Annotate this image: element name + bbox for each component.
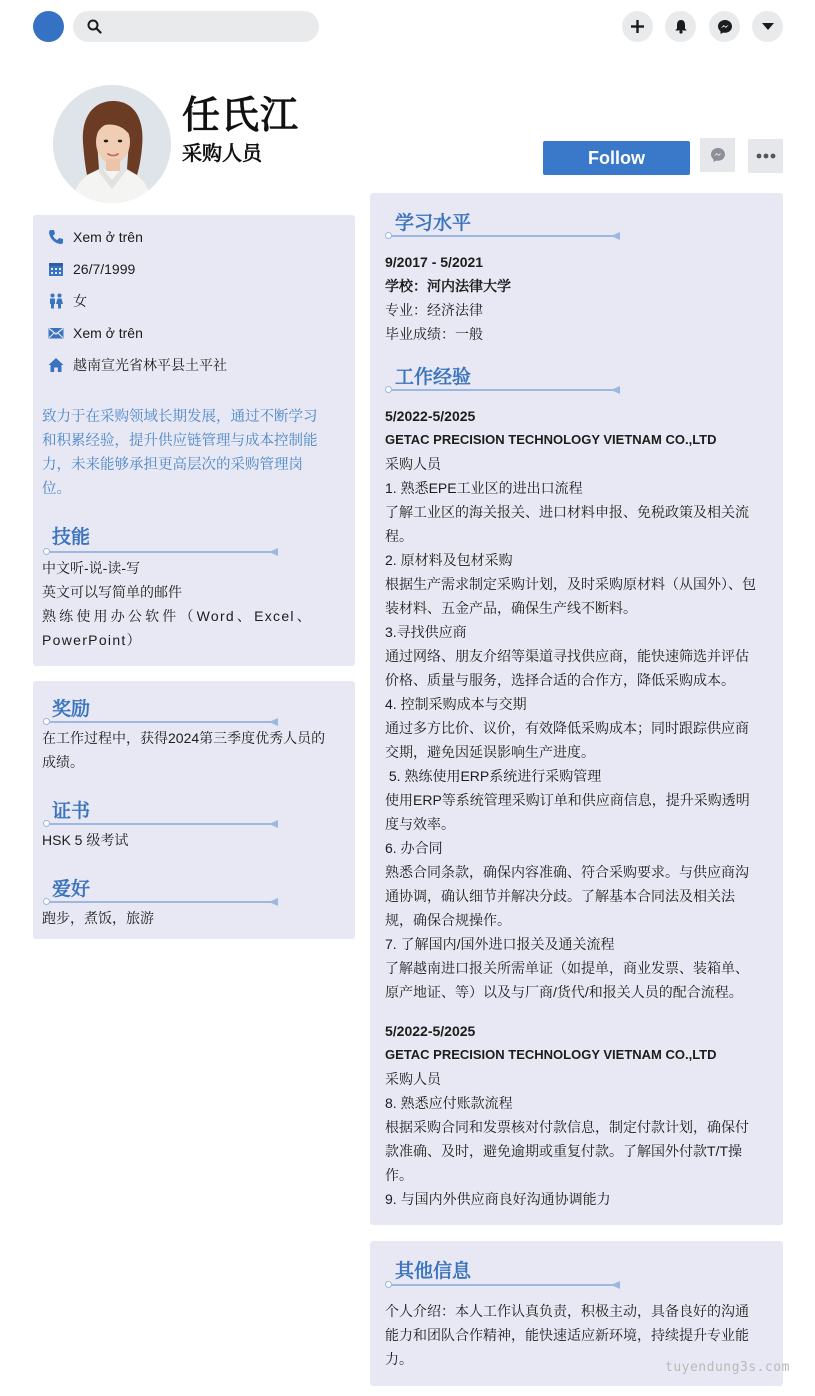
account-menu-button[interactable] xyxy=(752,11,783,42)
awards-text: 在工作过程中，获得2024第三季度优秀人员的成绩。 xyxy=(42,730,326,770)
duty-heading: 8. 熟悉应付账款流程 xyxy=(385,1095,513,1111)
duty-description: 通过多方比价、议价，有效降低采购成本；同时跟踪供应商交期，避免因延误影响生产进度。 xyxy=(385,720,749,760)
plus-icon xyxy=(631,20,644,33)
contact-birthday-row xyxy=(47,259,135,279)
follow-button[interactable]: Follow xyxy=(543,141,690,175)
other-info-title: 其他信息 xyxy=(395,1261,472,1282)
contact-gender-row xyxy=(47,291,87,311)
bell-icon xyxy=(674,19,688,34)
profile-job-title: 采购人员 xyxy=(182,143,262,165)
hobbies-title: 爱好 xyxy=(52,879,91,900)
skill-line: 英文可以写简单的邮件 xyxy=(42,584,182,600)
achievements-panel xyxy=(33,681,355,939)
duty-heading: 9. 与国内外供应商良好沟通协调能力 xyxy=(385,1191,611,1207)
duty-heading: 2. 原材料及包材采购 xyxy=(385,552,513,568)
duty-description: 使用ERP等系统管理采购订单和供应商信息，提升采购透明度与效率。 xyxy=(385,792,750,832)
messenger-icon xyxy=(710,147,726,163)
certificates-title: 证书 xyxy=(52,801,91,822)
duty-description: 通过网络、朋友介绍等渠道寻找供应商，能快速筛选并评估价格、质量与服务，选择合适的合作方，降低采购成本。 xyxy=(385,648,749,688)
job-period: 5/2022-5/2025 xyxy=(385,408,476,424)
profile-name: 任氏江 xyxy=(182,95,300,137)
section-divider xyxy=(43,820,279,828)
duty-description: 了解工业区的海关报关、进口材料申报、免税政策及相关流程。 xyxy=(385,504,749,544)
messenger-icon xyxy=(717,19,733,35)
duty-heading: 7. 了解国内/国外进口报关及通关流程 xyxy=(385,936,615,952)
duty-heading: 4. 控制采购成本与交期 xyxy=(385,696,527,712)
top-navigation-bar xyxy=(0,0,815,54)
duty-description: 根据采购合同和发票核对付款信息，制定付款计划，确保付款准确、及时，避免逾期或重复付款。了解国外付款T/T操作。 xyxy=(385,1119,749,1183)
notifications-button[interactable] xyxy=(665,11,696,42)
phone-icon xyxy=(47,228,65,246)
contact-phone: Xem ở trên xyxy=(73,229,143,245)
duty-heading: 6. 办合同 xyxy=(385,840,443,856)
career-objective: 致力于在采购领域长期发展，通过不断学习和积累经验，提升供应链管理与成本控制能力，未来能够承担更高层次的采购管理岗位。 xyxy=(42,409,318,497)
education-school: 学校：河内法律大学 xyxy=(385,278,511,294)
duty-description: 根据生产需求制定采购计划，及时采购原材料（从国外）、包装材料、五金产品，确保生产线不断料。 xyxy=(385,576,756,616)
duty-heading: 1. 熟悉EPE工业区的进出口流程 xyxy=(385,480,583,496)
profile-photo xyxy=(53,85,171,203)
contact-birthday: 26/7/1999 xyxy=(73,261,136,277)
education-title: 学习水平 xyxy=(395,213,472,234)
contact-gender: 女 xyxy=(73,293,87,309)
skill-line: 中文听-说-读-写 xyxy=(42,560,140,576)
contact-address-row xyxy=(47,355,227,375)
section-divider xyxy=(385,232,621,240)
job-company: GETAC PRECISION TECHNOLOGY VIETNAM CO.,LTD xyxy=(385,1047,717,1062)
personal-introduction: 个人介绍：本人工作认真负责，积极主动，具备良好的沟通能力和团队合作精神，能快速适应新环境，持续提升专业能力。 xyxy=(385,1303,749,1367)
hobbies-text: 跑步，煮饭，旅游 xyxy=(42,910,154,926)
more-icon xyxy=(756,153,776,159)
duty-description: 了解越南进口报关所需单证（如提单，商业发票、装箱单、原产地证、等）以及与厂商/货代/和报关人员的配合流程。 xyxy=(385,960,749,1000)
job-company: GETAC PRECISION TECHNOLOGY VIETNAM CO.,LTD xyxy=(385,432,717,447)
contact-email: Xem ở trên xyxy=(73,325,143,341)
section-divider xyxy=(385,386,621,394)
section-divider xyxy=(385,1281,621,1289)
duty-heading: 3.寻找供应商 xyxy=(385,624,467,640)
education-experience-panel xyxy=(370,193,783,1225)
duty-description: 熟悉合同条款，确保内容准确、符合采购要求。与供应商沟通协调，确认细节并解决分歧。了解基本合同法及相关法规，确保合规操作。 xyxy=(385,864,749,928)
contact-email-row xyxy=(47,323,143,343)
education-major: 专业：经济法律 xyxy=(385,302,483,318)
search-icon xyxy=(87,19,102,34)
skills-title: 技能 xyxy=(52,527,91,548)
experience-title: 工作经验 xyxy=(395,367,472,388)
section-divider xyxy=(43,548,279,556)
contact-panel xyxy=(33,215,355,666)
create-button[interactable] xyxy=(622,11,653,42)
message-button[interactable] xyxy=(700,138,735,172)
home-icon xyxy=(47,356,65,374)
more-options-button[interactable] xyxy=(748,139,783,173)
messenger-button[interactable] xyxy=(709,11,740,42)
certificates-text: HSK 5 级考试 xyxy=(42,832,129,848)
job-role: 采购人员 xyxy=(385,456,441,472)
gender-icon xyxy=(47,292,65,310)
skill-line: 熟练使用办公软件（Word、Excel、PowerPoint） xyxy=(42,608,312,648)
caret-down-icon xyxy=(762,23,774,31)
home-logo[interactable] xyxy=(33,11,64,42)
calendar-icon xyxy=(47,260,65,278)
job-role: 采购人员 xyxy=(385,1071,441,1087)
email-icon xyxy=(47,324,65,342)
section-divider xyxy=(43,718,279,726)
duty-heading: 5. 熟练使用ERP系统进行采购管理 xyxy=(385,768,602,784)
site-watermark: tuyendung3s.com xyxy=(665,1360,790,1375)
education-grade: 毕业成绩：一般 xyxy=(385,326,483,342)
contact-address: 越南宣光省林平县土平社 xyxy=(73,357,227,373)
section-divider xyxy=(43,898,279,906)
search-box[interactable] xyxy=(73,11,319,42)
job-period: 5/2022-5/2025 xyxy=(385,1023,476,1039)
education-period: 9/2017 - 5/2021 xyxy=(385,254,484,270)
awards-title: 奖励 xyxy=(52,699,91,720)
contact-phone-row xyxy=(47,227,143,247)
